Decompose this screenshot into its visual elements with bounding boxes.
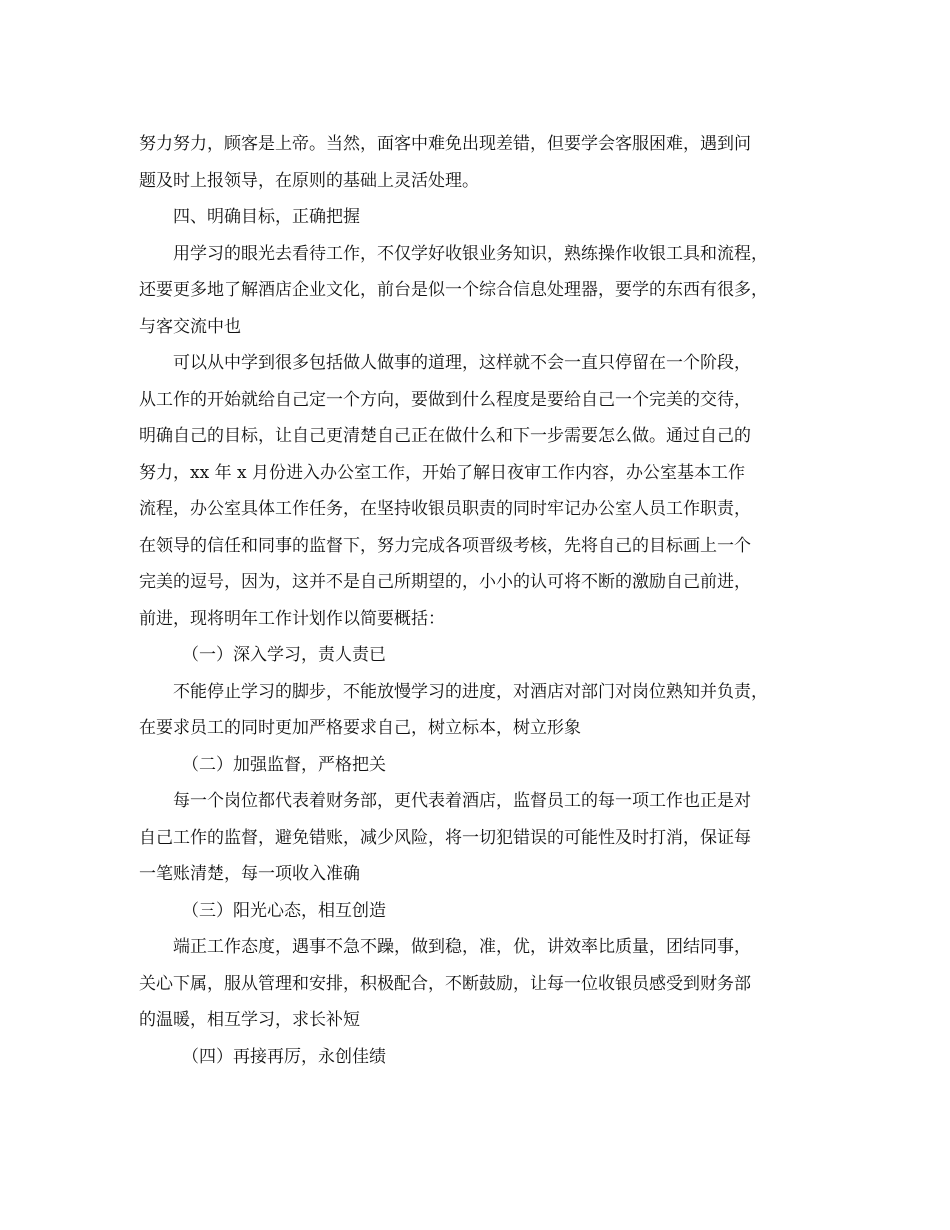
text-line: 不能停止学习的脚步，不能放慢学习的进度，对酒店对部门对岗位熟知并负责， [173,681,768,702]
text-line: 可以从中学到很多包括做人做事的道理，这样就不会一直只停留在一个阶段， [173,353,751,373]
text-line: 一笔账清楚，每一项收入准确 [139,864,360,884]
text-line: 完美的逗号，因为，这并不是自己所期望的，小小的认可将不断的激励自己前进， [139,572,751,592]
section-heading-4: 四、明确目标，正确把握 [173,207,360,227]
text-line: 自己工作的监督，避免错账，减少风险，将一切犯错误的可能性及时打消，保证每 [139,827,751,848]
subheading-3: （三）阳光心态，相互创造 [182,900,386,921]
text-line: 的温暖，相互学习，求长补短 [139,1010,360,1030]
text-line: 用学习的眼光去看待工作，不仅学好收银业务知识，熟练操作收银工具和流程， [173,243,768,264]
text-line: 题及时上报领导，在原则的基础上灵活处理。 [139,170,479,191]
subheading-4: （四）再接再厉，永创佳绩 [182,1046,386,1067]
text-line: 明确自己的目标，让自己更清楚自己正在做什么和下一步需要怎么做。通过自己的 [139,426,751,446]
text-line: 在要求员工的同时更加严格要求自己，树立标本，树立形象 [139,718,581,738]
text-line: 努力，xx 年 x 月份进入办公室工作，开始了解日夜审工作内容，办公室基本工作 [139,462,745,483]
text-line: 与客交流中也 [139,316,241,337]
text-line: 在领导的信任和同事的监督下，努力完成各项晋级考核，先将自己的目标画上一个 [139,535,751,556]
subheading-2: （二）加强监督，严格把关 [182,754,386,775]
text-line: 关心下属，服从管理和安排，积极配合，不断鼓励，让每一位收银员感受到财务部 [139,973,751,994]
text-line: 前进，现将明年工作计划作以简要概括： [139,608,445,629]
document-body [139,126,824,1075]
text-line: 努力努力，顾客是上帝。当然，面客中难免出现差错，但要学会客服困难，遇到问 [139,134,751,154]
text-line: 还要更多地了解酒店企业文化，前台是似一个综合信息处理器，要学的东西有很多， [139,280,768,300]
subheading-1: （一）深入学习，责人责已 [182,645,386,665]
text-line: 从工作的开始就给自己定一个方向，要做到什么程度是要给自己一个完美的交待， [139,389,751,410]
text-line: 每一个岗位都代表着财务部，更代表着酒店，监督员工的每一项工作也正是对 [173,791,751,811]
text-line: 流程，办公室具体工作任务，在坚持收银员职责的同时牢记办公室人员工作职责， [139,499,751,519]
text-line: 端正工作态度，遇事不急不躁，做到稳，准，优，讲效率比质量，团结同事， [173,937,751,957]
